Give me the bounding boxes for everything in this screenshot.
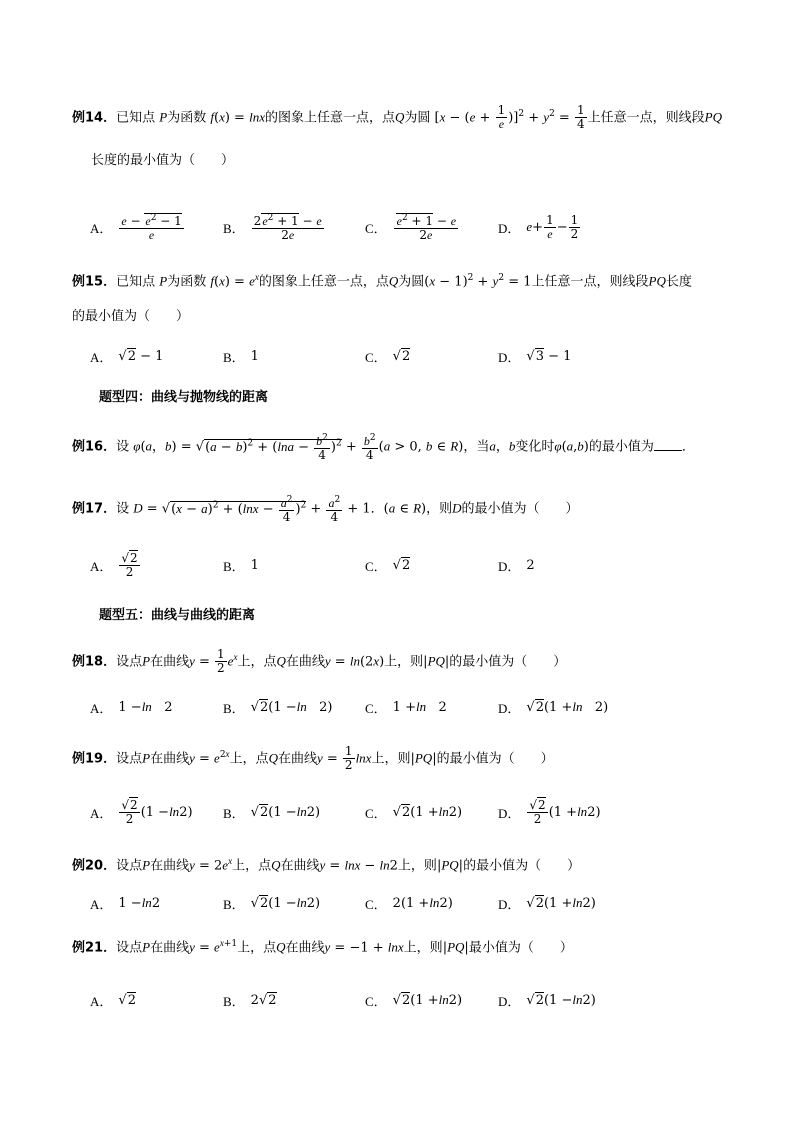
option-label: D． <box>498 220 521 236</box>
ex16-text2: ，当 <box>463 439 490 455</box>
ex16-text4: 的最小值为 <box>588 439 654 455</box>
ex15-text2: 为函数 <box>167 274 207 290</box>
ex20-text6: 的最小值为（ ） <box>463 858 581 874</box>
ex19-option-b[interactable]: B． √ 2 (1 − ln 2) <box>223 804 321 821</box>
ex19-text4: 在曲线 <box>277 751 317 767</box>
ex20-text4: 在曲线 <box>280 858 320 874</box>
ex15-option-c[interactable]: C． √ 2 <box>365 348 411 365</box>
ex15-option-a[interactable]: A． √ 2 − 1 <box>90 348 164 365</box>
option-label: A． <box>90 558 113 574</box>
ex16-text1: 设 <box>116 439 130 455</box>
option-label: B． <box>223 993 245 1009</box>
ex21-option-a[interactable]: A． √ 2 <box>90 992 136 1009</box>
ex15-text6: 长度 <box>665 274 692 290</box>
ex20-option-c[interactable]: C． 2(1 + ln 2) <box>365 895 453 912</box>
ex14-option-d[interactable]: D． e + $\frac{1}{e}$ − $\frac{1}{2}$ <box>498 212 579 241</box>
option-label: D． <box>498 700 521 716</box>
ex18-option-c[interactable]: C． 1 + ln 2 <box>365 699 447 716</box>
ex20-text3: 上，点 <box>232 858 272 874</box>
ex14-text2: 为函数 <box>167 110 207 126</box>
example-18-label: 例18． <box>72 654 117 670</box>
ex17-option-b[interactable]: B． 1 <box>223 557 259 574</box>
option-label: A． <box>90 700 113 716</box>
ex21-text2: 在曲线 <box>150 940 190 956</box>
example-21-stem: 例21．设点P在曲线$y = e^{x+1}$上，点Q在曲线y = −1 + lnx上，则|PQ|最小值为（ ） <box>72 938 573 956</box>
ex18-text6: 的最小值为（ ） <box>449 654 567 670</box>
ex17-text1: 设 <box>116 501 130 517</box>
ex18-text2: 在曲线 <box>150 654 190 670</box>
ex17-option-a[interactable]: A． $\frac{√2}{2}$ <box>90 550 138 579</box>
option-label: C． <box>365 558 387 574</box>
ex21-text6: 最小值为（ ） <box>468 940 573 956</box>
option-label: A． <box>90 349 113 365</box>
ex20-text5: 上，则 <box>397 858 437 874</box>
ex14-text5: 上任意一点，则线段 <box>587 110 705 126</box>
section-heading-type5: 题型五：曲线与曲线的距离 <box>99 608 256 623</box>
example-17-label: 例17． <box>72 501 117 517</box>
example-16-label: 例16． <box>72 439 117 455</box>
ex17-option-d[interactable]: D． 2 <box>498 557 535 574</box>
ex15-option-b[interactable]: B． 1 <box>223 348 259 365</box>
ex18-text3: 上，点 <box>237 654 277 670</box>
example-20-stem: 例20．设点P在曲线$y = 2e^x$上，点Q在曲线y = lnx − ln2上，则|PQ|的最小值为（ ） <box>72 856 581 874</box>
ex17-text2: ，则 <box>426 501 453 517</box>
ex14-option-c[interactable]: C． $\frac{e^2 + 1 - e}{2e}$ <box>365 213 457 242</box>
option-label: C． <box>365 896 387 912</box>
option-label: D． <box>498 896 521 912</box>
option-label: D． <box>498 805 521 821</box>
example-19-stem: 例19．设点P在曲线$y = e^{2x}$上，点Q在曲线y = $\frac{1}{2}$ lnx上，则|PQ|的最小值为（ ） <box>72 744 554 773</box>
option-label: D． <box>498 349 521 365</box>
option-label: C． <box>365 220 387 236</box>
ex17-option-c[interactable]: C． √ 2 <box>365 557 411 574</box>
ex16-text3: 变化时 <box>515 439 555 455</box>
option-label: B． <box>223 700 245 716</box>
option-label: A． <box>90 896 113 912</box>
ex19-option-d[interactable]: D． $\frac{√2}{2}$ (1 + ln 2) <box>498 797 601 826</box>
option-label: B． <box>223 896 245 912</box>
example-15-stem-cont: 的最小值为（ ） <box>72 309 190 324</box>
ex19-text2: 在曲线 <box>150 751 190 767</box>
ex14-text3: 的图象上任意一点，点 <box>264 110 395 126</box>
example-14-stem-cont: 长度的最小值为（ ） <box>91 153 235 168</box>
ex18-option-d[interactable]: D． √ 2 (1 + ln 2) <box>498 699 609 716</box>
example-15-stem: 例15．已知点 P为函数 $f(x) = e^x$的图象上任意一点，点Q为圆$(x - 1)^2 + y^2 = 1$上任意一点，则线段PQ长度 <box>72 272 692 290</box>
ex15-text3: 的图象上任意一点，点 <box>258 274 389 290</box>
ex21-text1: 设点 <box>116 940 143 956</box>
option-label: B． <box>223 220 245 236</box>
example-14-label: 例14． <box>72 110 117 126</box>
option-label: C． <box>365 349 387 365</box>
example-16-stem: 例16．设 φ(a，$b) = √(a - b)^2 + (\ln a$ − $\frac{b^2}{4}$ )$^2$ + $\frac{b^2}{4}$ (a > 0, b ∈ R)，当a，b变化时φ(a,b)的最小值为 ． <box>72 433 695 462</box>
ex18-text4: 在曲线 <box>285 654 325 670</box>
ex20-text1: 设点 <box>116 858 143 874</box>
section-heading-type4: 题型四：曲线与抛物线的距离 <box>99 390 269 405</box>
example-19-label: 例19． <box>72 751 117 767</box>
option-label: B． <box>223 558 245 574</box>
ex21-option-c[interactable]: C． √ 2 (1 + ln 2) <box>365 992 463 1009</box>
ex20-option-a[interactable]: A． 1 − ln 2 <box>90 895 161 912</box>
ex19-text1: 设点 <box>116 751 143 767</box>
ex21-text5: 上，则 <box>403 940 443 956</box>
ex20-text2: 在曲线 <box>150 858 190 874</box>
option-label: C． <box>365 993 387 1009</box>
ex18-text5: 上，则 <box>384 654 424 670</box>
option-label: B． <box>223 349 245 365</box>
ex21-text4: 在曲线 <box>285 940 325 956</box>
ex19-text6: 的最小值为（ ） <box>436 751 554 767</box>
ex14-text1: 已知点 <box>116 110 156 126</box>
answer-blank[interactable] <box>654 438 682 451</box>
option-label: A． <box>90 993 113 1009</box>
ex21-text3: 上，点 <box>237 940 277 956</box>
option-label: D． <box>498 558 521 574</box>
ex19-option-c[interactable]: C． √ 2 (1 + ln 2) <box>365 804 463 821</box>
example-17-stem: 例17．设 $D = √(x - a)^2 + (\ln x$ − $\frac{a^2}{4}$ )$^2$ + $\frac{a^2}{4}$ + 1．(a ∈ R)，则D的最小值为（ ） <box>72 495 579 524</box>
ex19-option-a[interactable]: A． $\frac{√2}{2}$ (1 − ln 2) <box>90 797 193 826</box>
option-label: B． <box>223 805 245 821</box>
example-20-label: 例20． <box>72 858 117 874</box>
ex21-option-b[interactable]: B． 2√ 2 <box>223 992 277 1009</box>
ex18-option-b[interactable]: B． √ 2 (1 − ln 2) <box>223 699 333 716</box>
example-21-label: 例21． <box>72 940 117 956</box>
ex19-text5: 上，则 <box>371 751 411 767</box>
option-label: C． <box>365 700 387 716</box>
example-15-label: 例15． <box>72 274 117 290</box>
ex20-option-b[interactable]: B． √ 2 (1 − ln 2) <box>223 895 321 912</box>
option-label: A． <box>90 805 113 821</box>
ex14-option-a[interactable]: A． $\frac{e - e^2 - 1}{e}$ <box>90 213 182 242</box>
ex14-option-b[interactable]: B． $\frac{2e^2 + 1 - e}{2e}$ <box>223 213 322 242</box>
example-14-stem: 例14．已知点 P为函数 f(x) = lnx的图象上任意一点，点Q为圆 [x − (e + $\frac{1}{e}$ )]$^2 + y^2$ = $\frac{1}{4}$ 上任意一点，则线段PQ <box>72 103 722 132</box>
ex15-option-d[interactable]: D． √ 3 − 1 <box>498 348 572 365</box>
ex15-text5: 上任意一点，则线段 <box>531 274 649 290</box>
ex18-option-a[interactable]: A． 1 − ln 2 <box>90 699 173 716</box>
ex15-text1: 已知点 <box>116 274 156 290</box>
ex17-text3: 的最小值为（ ） <box>461 501 579 517</box>
option-label: C． <box>365 805 387 821</box>
ex20-option-d[interactable]: D． √ 2 (1 + ln 2) <box>498 895 596 912</box>
option-label: A． <box>90 220 113 236</box>
ex18-text1: 设点 <box>116 654 143 670</box>
option-label: D． <box>498 993 521 1009</box>
ex15-text4: 为圆 <box>398 274 425 290</box>
ex14-text4: 为圆 <box>404 110 431 126</box>
ex19-text3: 上，点 <box>229 751 269 767</box>
ex21-option-d[interactable]: D． √ 2 (1 − ln 2) <box>498 992 596 1009</box>
example-18-stem: 例18．设点P在曲线y = $\frac{1}{2}$ $e^x$上，点Q在曲线y = ln(2x)上，则|PQ|的最小值为（ ） <box>72 647 567 676</box>
